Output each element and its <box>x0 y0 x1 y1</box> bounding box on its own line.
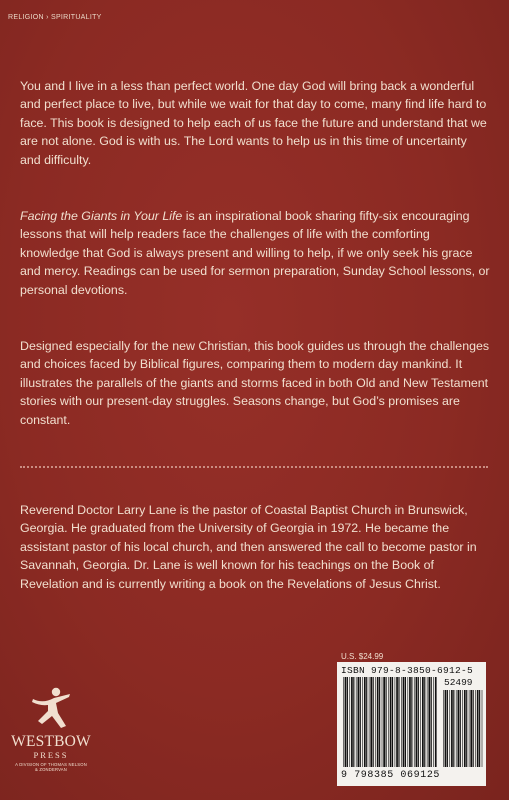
price-code: 52499 <box>444 677 473 688</box>
barcode-bar <box>345 677 347 767</box>
barcode-bar <box>382 677 383 767</box>
barcode-bar <box>469 690 470 767</box>
barcode-bar <box>420 677 421 767</box>
barcode-bar <box>449 690 450 767</box>
barcode-bar <box>356 677 357 767</box>
barcode-bar <box>405 677 406 767</box>
barcode-bar <box>456 690 457 767</box>
price-barcode-icon <box>443 690 483 767</box>
barcode-bar <box>451 690 453 767</box>
barcode-bar <box>422 677 424 767</box>
publisher-division-line-2: & ZONDERVAN <box>34 767 68 773</box>
barcode-bar <box>433 677 434 767</box>
barcode-bar <box>414 677 415 767</box>
publisher-division <box>8 762 94 773</box>
barcode-bar <box>409 677 411 767</box>
barcode-bar <box>362 677 363 767</box>
barcode-bar <box>364 677 366 767</box>
description-paragraph-2-text: is an inspirational book sharing fifty-six encouraging lessons that will help readers face the challenges of life with the comforting knowledge that God is always present and willing to help, if we only seek his grace and mercy. Readings can be used for sermon preparation, Sunday School lessons, or personal devotions. <box>20 209 490 297</box>
description-paragraph-1: You and I live in a less than perfect world. One day God will bring back a wonderful and perfect place to live, but while we wait for that day to come, many find life hard to face. This book is designed to help each of us face the future and understand that we are not alone. God is with us. The Lord wants to help us in this time of uncertainty and difficulty. <box>20 79 487 167</box>
barcode-bar <box>464 690 466 767</box>
barcode-bar <box>370 677 372 767</box>
barcode-bar <box>479 690 480 767</box>
barcode-bar <box>482 690 483 767</box>
barcode-number: 9 798385 069125 <box>341 770 441 781</box>
barcode-bar <box>424 677 425 767</box>
publisher-name: WESTBOW <box>11 733 91 750</box>
barcode-bar <box>379 677 380 767</box>
barcode-bar <box>398 677 399 767</box>
description-paragraph-2 <box>20 207 490 299</box>
barcode-bar <box>445 690 447 767</box>
barcode-bar <box>353 677 354 767</box>
barcode-icon <box>343 677 437 767</box>
barcode-bar <box>453 690 454 767</box>
barcode-bar <box>431 677 432 767</box>
barcode-bar <box>416 677 418 767</box>
barcode-bar <box>358 677 360 767</box>
barcode-bar <box>360 677 361 767</box>
barcode-bar <box>466 690 467 767</box>
publisher-press: PRESS <box>33 750 69 760</box>
barcode-box <box>337 662 486 786</box>
barcode-bar <box>388 677 389 767</box>
barcode-bar <box>477 690 479 767</box>
barcode-bar <box>375 677 376 767</box>
barcode-bar <box>373 677 374 767</box>
category-label: RELIGION › SPIRITUALITY <box>8 14 102 21</box>
barcode-bar <box>366 677 367 767</box>
barcode-bar <box>390 677 392 767</box>
barcode-bar <box>435 677 437 767</box>
barcode-bar <box>377 677 379 767</box>
barcode-bar <box>383 677 385 767</box>
barcode-bar <box>351 677 353 767</box>
barcode-bar <box>411 677 412 767</box>
barcode-bar <box>427 677 428 767</box>
barcode-bar <box>447 690 448 767</box>
barcode-bar <box>349 677 350 767</box>
barcode-bar <box>403 677 405 767</box>
barcode-bar <box>347 677 348 767</box>
barcode-bar <box>460 690 461 767</box>
barcode-bar <box>473 690 474 767</box>
book-title: Facing the Giants in Your Life <box>20 209 183 223</box>
barcode-bar <box>418 677 419 767</box>
barcode-bar <box>475 690 476 767</box>
barcode-bar <box>462 690 463 767</box>
barcode-bar <box>401 677 402 767</box>
barcode-bar <box>386 677 387 767</box>
barcode-bar <box>470 690 472 767</box>
description-paragraph-3: Designed especially for the new Christian, this book guides us through the challenges and choices faced by Biblical figures, comparing them to modern day mankind. It illustrates the parallels of the giants and storms faced in both Old and New Testament stories with our present-day struggles. Seasons change, but God’s promises are constant. <box>20 339 490 427</box>
barcode-bar <box>343 677 344 767</box>
barcode-bar <box>458 690 460 767</box>
barcode-bar <box>428 677 430 767</box>
barcode-bar <box>396 677 398 767</box>
publisher-logo <box>8 686 94 796</box>
barcode-bar <box>443 690 444 767</box>
running-figure-logo-icon <box>30 686 72 732</box>
barcode-bar <box>369 677 370 767</box>
isbn-text: ISBN 979-8-3850-6912-5 <box>341 665 474 676</box>
barcode-bar <box>395 677 396 767</box>
publisher-division-line-1: A DIVISION OF THOMAS NELSON <box>15 762 87 767</box>
author-bio: Reverend Doctor Larry Lane is the pastor of Coastal Baptist Church in Brunswick, Georgia. He graduated from the University of Georgia in 1972. He became the assistant pastor of his local church, and then answered the call to become pastor in Savannah, Georgia. Dr. Lane is well known for his teachings on the Book of Revelation and is currently writing a book on the Revelations of Jesus Christ. <box>20 503 477 591</box>
barcode-bar <box>392 677 393 767</box>
barcode-bar <box>408 677 409 767</box>
section-divider <box>20 466 488 468</box>
price-label: U.S. $24.99 <box>341 652 384 661</box>
